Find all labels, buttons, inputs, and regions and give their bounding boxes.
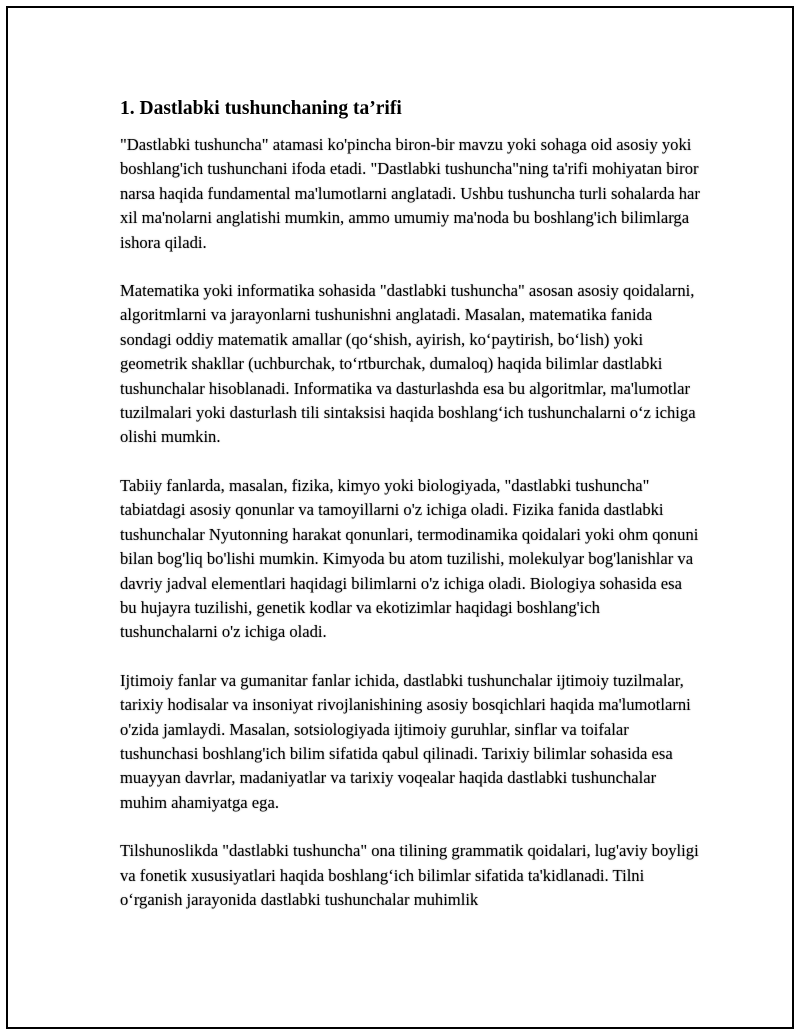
paragraph-definition: "Dastlabki tushuncha" atamasi ko'pincha biron-bir mavzu yoki sohaga oid asosiy yoki boshlang'ich tushunchani ifoda etadi. "Dastlabki tushuncha"ning ta'rifi mohiyatan biror narsa haqida fundamental ma'lumotlarni anglatadi. Ushbu tushuncha turli sohalarda har xil ma'nolarni anglatishi mumkin, ammo umumiy ma'noda bu boshlang'ich bilimlarga ishora qiladi. — [120, 135, 700, 252]
document-body — [120, 96, 700, 936]
document-page — [6, 6, 794, 1029]
paragraph-linguistics: Tilshunoslikda "dastlabki tushuncha" ona tilining grammatik qoidalari, lug'aviy boyligi va fonetik xususiyatlari haqida boshlang‘ich bilimlar sifatida ta'kidlanadi. Tilni o‘rganish jarayonida dastlabki tushunchalar muhimlik — [120, 841, 699, 909]
paragraph-natural-sciences: Tabiiy fanlarda, masalan, fizika, kimyo yoki biologiyada, "dastlabki tushuncha" tabiatdagi asosiy qonunlar va tamoyillarni o'z ichiga oladi. Fizika fanida dastlabki tushunchalar Nyutonning harakat qonunlari, termodinamika qoidalari yoki ohm qonuni bilan bog'liq bo'lishi mumkin. Kimyoda bu atom tuzilishi, molekulyar bog'lanishlar va davriy jadval elementlari haqidagi bilimlarni o'z ichiga oladi. Biologiya sohasida esa bu hujayra tuzilishi, genetik kodlar va ekotizimlar haqidagi boshlang'ich tushunchalarni o'z ichiga oladi. — [120, 475, 699, 642]
section-heading: 1. Dastlabki tushunchaning ta’rifi — [120, 98, 402, 119]
paragraph-social-humanities: Ijtimoiy fanlar va gumanitar fanlar ichida, dastlabki tushunchalar ijtimoiy tuzilmalar, tarixiy hodisalar va insoniyat rivojlanishining asosiy bosqichlari haqida ma'lumotlarni o'zida jamlaydi. Masalan, sotsiologiyada ijtimoiy guruhlar, sinflar va toifalar tushunchasi boshlang'ich bilim sifatida qabul qilinadi. Tarixiy bilimlar sohasida esa muayyan davrlar, madaniyatlar va tarixiy voqealar haqida dastlabki tushunchalar muhim ahamiyatga ega. — [120, 670, 691, 812]
paragraph-math-informatics: Matematika yoki informatika sohasida "dastlabki tushuncha" asosan asosiy qoidalarni, algoritmlarni va jarayonlarni tushunishni anglatadi. Masalan, matematika fanida sondagi oddiy matematik amallar (qo‘shish, ayirish, ko‘paytirish, bo‘lish) yoki geometrik shakllar (uchburchak, to‘rtburchak, dumaloq) haqida bilimlar dastlabki tushunchalar hisoblanadi. Informatika va dasturlashda esa bu algoritmlar, ma'lumotlar tuzilmalari yoki dasturlash tili sintaksisi haqida boshlang‘ich tushunchalarni o‘z ichiga olishi mumkin. — [120, 281, 696, 447]
